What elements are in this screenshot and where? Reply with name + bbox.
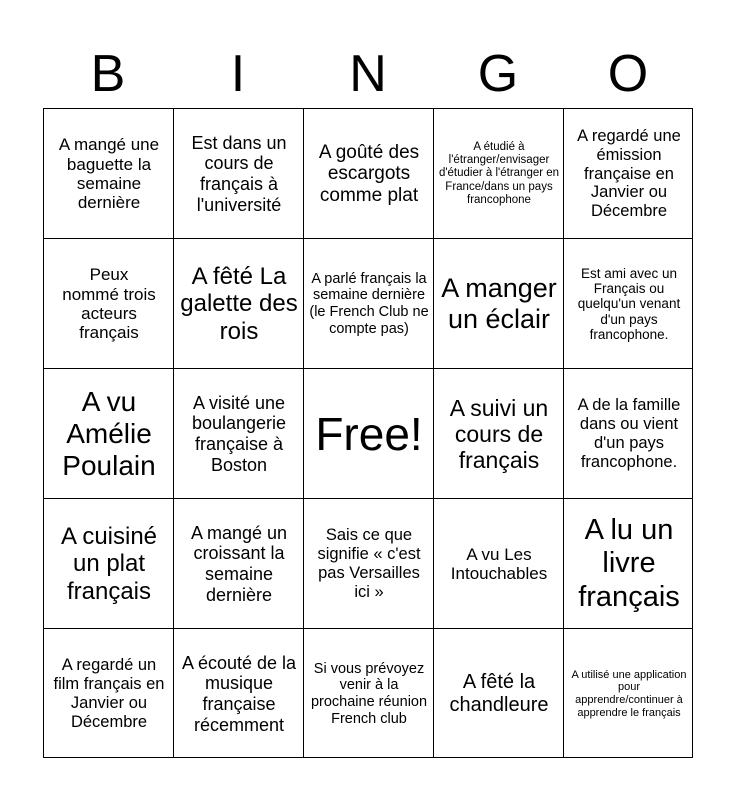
bingo-cell-text: Sais ce que signifie « c'est pas Versailles ici »: [317, 526, 421, 601]
bingo-cell-text: A vu Les Intouchables: [450, 544, 548, 583]
bingo-cell[interactable]: [434, 629, 564, 759]
bingo-cell-text: A fêté La galette des rois: [180, 262, 298, 345]
bingo-cell-text: A utilisé une application pour apprendre/continuer à apprendre le français: [571, 668, 687, 719]
bingo-cell-text: A mangé un croissant la semaine dernière: [190, 522, 288, 605]
bingo-cell[interactable]: [304, 629, 434, 759]
free-space-cell[interactable]: [304, 369, 434, 499]
header-letter-i: I: [230, 45, 246, 103]
bingo-cell[interactable]: [564, 109, 694, 239]
bingo-cell-text: A étudié à l'étranger/envisager d'étudier à l'étranger en France/dans un pays francophone: [438, 141, 560, 206]
bingo-cell[interactable]: [44, 499, 174, 629]
bingo-cell-text: Si vous prévoyez venir à la prochaine réunion French club: [310, 660, 428, 727]
bingo-cell-text: A vu Amélie Poulain: [62, 386, 156, 481]
header-letter-o: O: [607, 45, 649, 103]
header-letter-g: G: [477, 45, 519, 103]
bingo-cell[interactable]: [434, 499, 564, 629]
bingo-cell-text: Peux nommé trois acteurs français: [62, 265, 156, 343]
bingo-cell-text: A suivi un cours de français: [449, 394, 549, 474]
bingo-cell[interactable]: [44, 239, 174, 369]
bingo-cell[interactable]: [44, 629, 174, 759]
bingo-cell-text: A cuisiné un plat français: [60, 522, 158, 605]
bingo-cell[interactable]: [564, 369, 694, 499]
free-space-text: Free!: [315, 407, 423, 460]
bingo-cell-text: A de la famille dans ou vient d'un pays francophone.: [577, 396, 681, 471]
bingo-cell-text: Est dans un cours de français à l'université: [191, 132, 287, 215]
bingo-cell[interactable]: [434, 369, 564, 499]
bingo-cell[interactable]: [304, 109, 434, 239]
bingo-cell[interactable]: [434, 109, 564, 239]
bingo-cell[interactable]: [174, 629, 304, 759]
bingo-cell-text: A fêté la chandleure: [449, 671, 549, 716]
bingo-cell[interactable]: [174, 109, 304, 239]
bingo-cell-text: A goûté des escargots comme plat: [318, 141, 420, 206]
bingo-cell-text: A mangé une baguette la semaine dernière: [58, 135, 160, 213]
bingo-cell-text: A parlé français la semaine dernière (le French Club ne compte pas): [309, 270, 429, 337]
bingo-cell[interactable]: [564, 629, 694, 759]
bingo-cell[interactable]: [304, 239, 434, 369]
bingo-cell[interactable]: [44, 369, 174, 499]
bingo-cell-text: A regardé une émission française en Janvier ou Décembre: [577, 127, 681, 221]
header-letter-b: B: [90, 45, 126, 103]
bingo-cell[interactable]: [564, 499, 694, 629]
bingo-cell[interactable]: [174, 369, 304, 499]
bingo-cell-text: A manger un éclair: [441, 273, 557, 334]
bingo-header: [43, 40, 693, 108]
bingo-cell-text: Est ami avec un Français ou quelqu'un venant d'un pays francophone.: [577, 265, 681, 343]
bingo-cell-text: A regardé un film français en Janvier ou Décembre: [53, 656, 165, 731]
bingo-grid: [43, 108, 693, 758]
bingo-cell[interactable]: [564, 239, 694, 369]
bingo-cell[interactable]: [304, 499, 434, 629]
bingo-cell-text: A visité une boulangerie française à Boston: [191, 392, 287, 475]
bingo-cell[interactable]: [44, 109, 174, 239]
header-letter-n: N: [349, 45, 387, 103]
bingo-cell-text: A écouté de la musique française récemment: [181, 652, 297, 735]
bingo-cell[interactable]: [174, 499, 304, 629]
bingo-cell[interactable]: [174, 239, 304, 369]
bingo-cell[interactable]: [434, 239, 564, 369]
bingo-cell-text: A lu un livre français: [578, 514, 680, 613]
